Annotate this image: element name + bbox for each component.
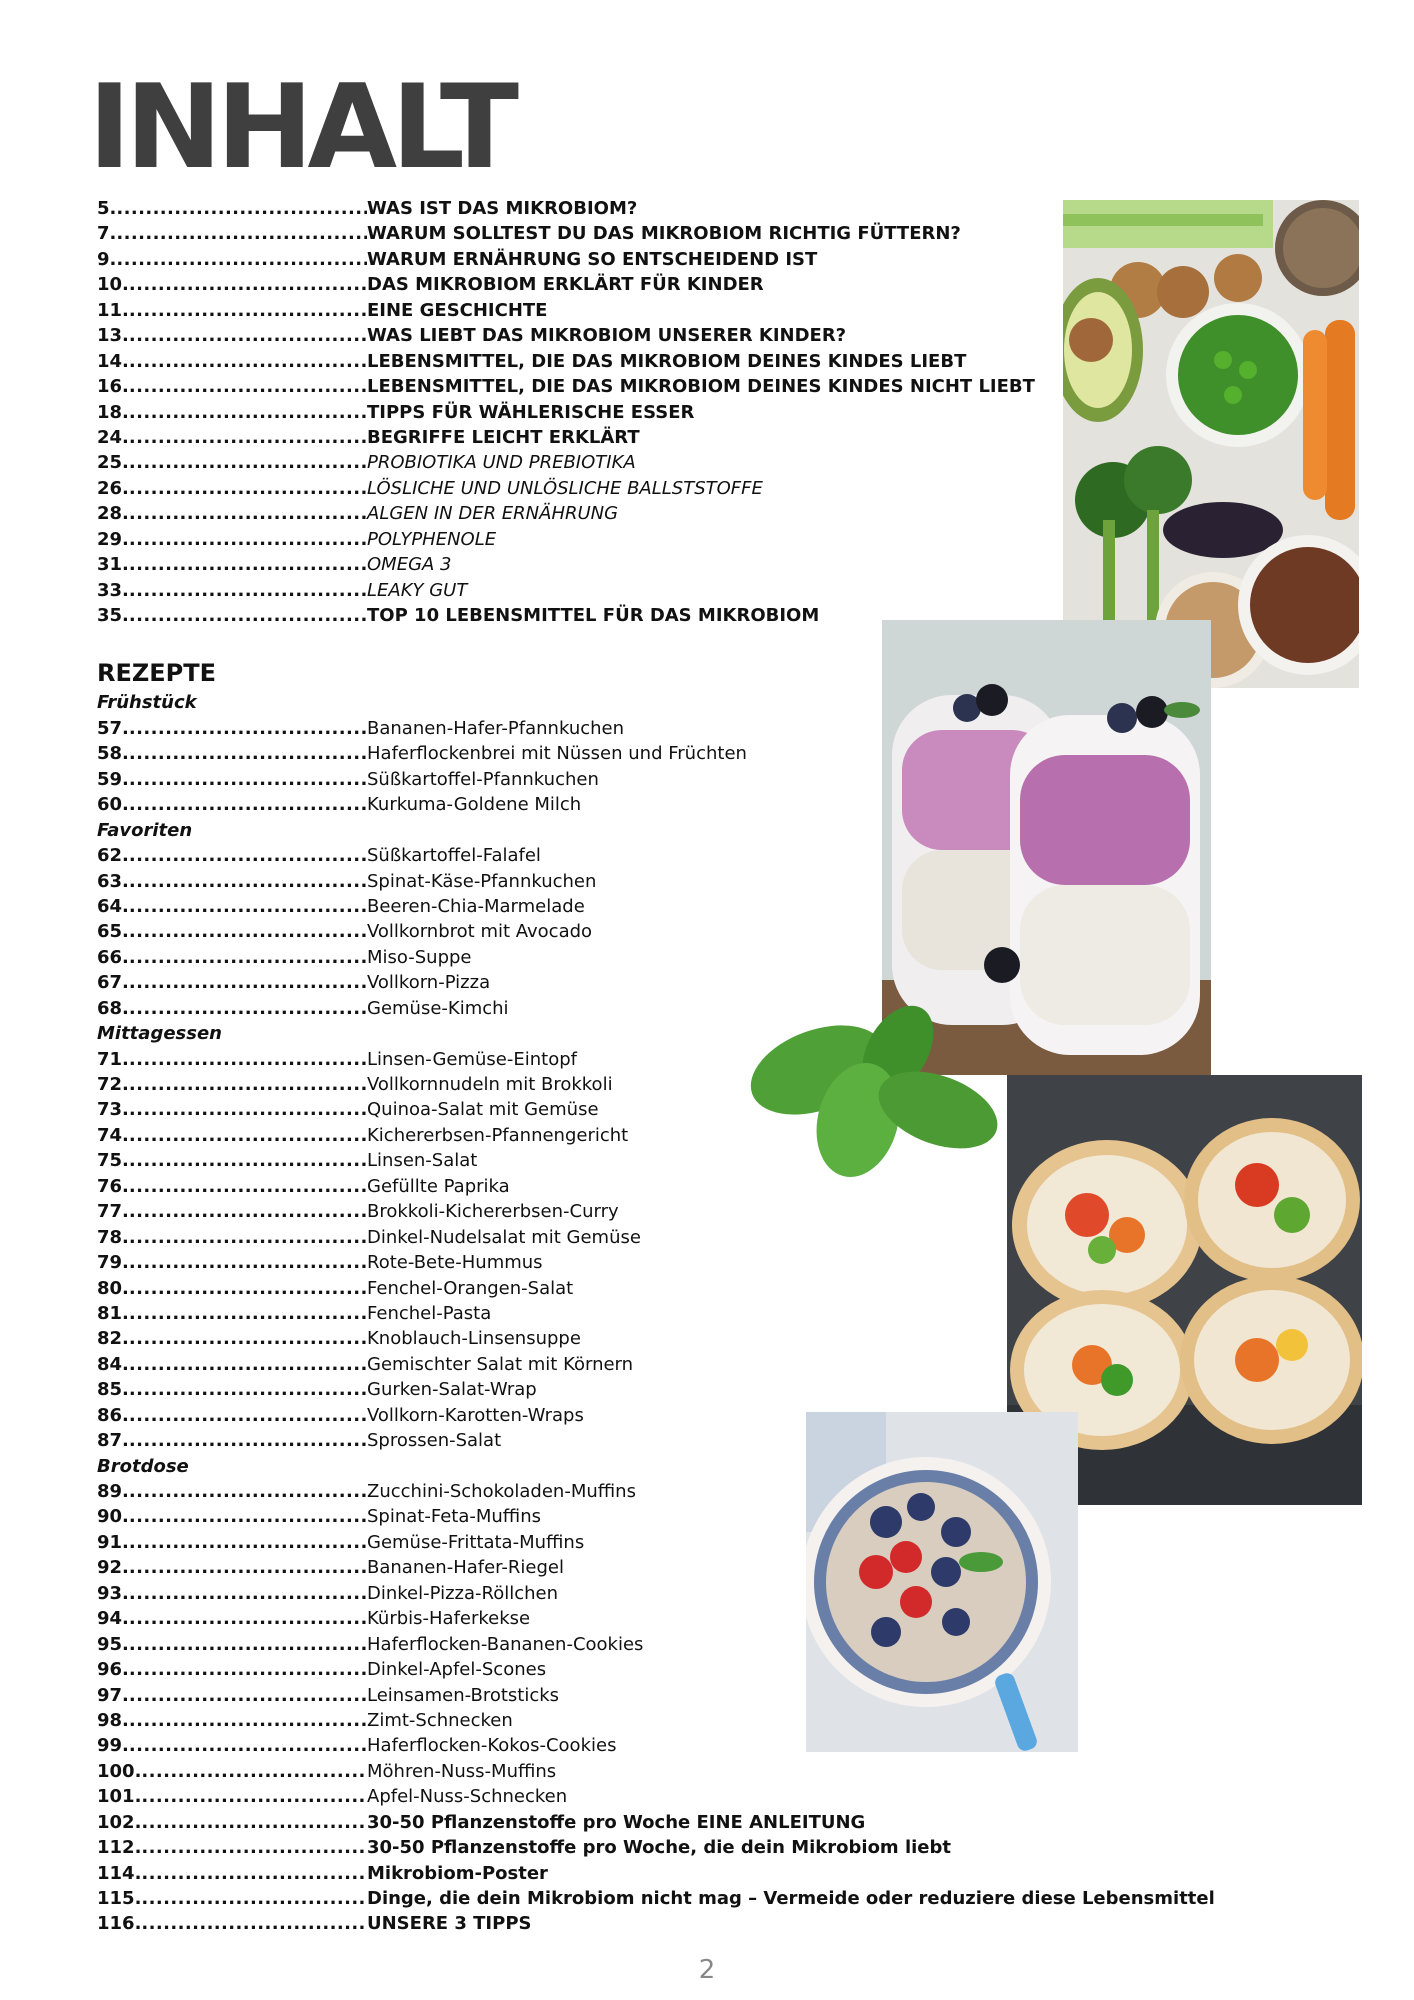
toc-entry-title: Linsen-Salat — [367, 1150, 478, 1172]
toc-entry[interactable] — [97, 1606, 1297, 1631]
toc-page-number: 16. ..... — [97, 374, 367, 399]
toc-page-number: 26. ..... — [97, 476, 367, 501]
toc-page-number: 64. ..... — [97, 894, 367, 919]
basil-leaves-image — [738, 1000, 1006, 1180]
toc-page-number: 102. ..... — [97, 1810, 367, 1835]
toc-entry-title: Fenchel-Orangen-Salat — [367, 1277, 574, 1299]
toc-page-number: 24. ..... — [97, 425, 367, 450]
toc-entry-title: Knoblauch-Linsensuppe — [367, 1328, 581, 1350]
toc-page-number: 67. ..... — [97, 970, 367, 995]
toc-entry[interactable] — [97, 1733, 1297, 1758]
toc-page-number: 79. ..... — [97, 1250, 367, 1275]
toc-page-number: 114. ..... — [97, 1861, 367, 1886]
toc-page-number: 80. ..... — [97, 1276, 367, 1301]
toc-page-number: 100. ..... — [97, 1759, 367, 1784]
toc-page-number: 84. ..... — [97, 1352, 367, 1377]
toc-entry-title: Beeren-Chia-Marmelade — [367, 895, 585, 917]
toc-entry[interactable] — [97, 1683, 1297, 1708]
toc-page-number: 25. ..... — [97, 450, 367, 475]
toc-page-number: 74. ..... — [97, 1123, 367, 1148]
toc-page-number: 59. ..... — [97, 767, 367, 792]
toc-page-number: 90. ..... — [97, 1504, 367, 1529]
oatmeal-berries-photo — [806, 1412, 1078, 1752]
toc-entry[interactable] — [97, 1861, 1297, 1886]
toc-page-number: 82. ..... — [97, 1326, 367, 1351]
recipe-section-heading: Frühstück — [97, 692, 197, 714]
toc-entry-title: Spinat-Feta-Muffins — [367, 1506, 541, 1528]
toc-entry-title: Süßkartoffel-Falafel — [367, 845, 541, 867]
toc-page-number: 33. ..... — [97, 578, 367, 603]
toc-entry[interactable] — [97, 1759, 1297, 1784]
vegetables-photo — [1063, 200, 1359, 688]
toc-entry-title: Bananen-Hafer-Riegel — [367, 1557, 565, 1579]
toc-entry-title: Gemischter Salat mit Körnern — [367, 1353, 634, 1375]
page-number: 2 — [698, 1955, 716, 1985]
toc-page-number: 57. ..... — [97, 716, 367, 741]
toc-entry-title: Kichererbsen-Pfannengericht — [367, 1124, 629, 1146]
toc-page-number: 66. ..... — [97, 945, 367, 970]
toc-page-number: 78. ..... — [97, 1225, 367, 1250]
toc-entry-title: TIPPS FÜR WÄHLERISCHE ESSER — [367, 401, 695, 423]
toc-page-number: 116. ..... — [97, 1911, 367, 1936]
toc-entry[interactable] — [97, 1784, 1297, 1809]
toc-page-number: 5. ..... — [97, 196, 367, 221]
toc-entry-title: LEBENSMITTEL, DIE DAS MIKROBIOM DEINES KINDES LIEBT — [367, 350, 967, 372]
toc-page-number: 77. ..... — [97, 1199, 367, 1224]
toc-page-number: 98. ..... — [97, 1708, 367, 1733]
toc-page-number: 95. ..... — [97, 1632, 367, 1657]
toc-page-number: 62. ..... — [97, 843, 367, 868]
toc-page-number: 81. ..... — [97, 1301, 367, 1326]
toc-page-number: 60. ..... — [97, 792, 367, 817]
toc-entry-title: UNSERE 3 TIPPS — [367, 1913, 532, 1935]
toc-page-number: 97. ..... — [97, 1683, 367, 1708]
toc-page-number: 94. ..... — [97, 1606, 367, 1631]
toc-page-number: 72. ..... — [97, 1072, 367, 1097]
page-title: INHALT — [88, 60, 513, 195]
recipe-section-heading: Brotdose — [97, 1455, 189, 1477]
toc-entry[interactable] — [97, 1632, 1297, 1657]
toc-entry-title: Kürbis-Haferkekse — [367, 1608, 531, 1630]
toc-page-number: 10. ..... — [97, 272, 367, 297]
toc-entry-title: ALGEN IN DER ERNÄHRUNG — [367, 503, 619, 525]
toc-entry-title: Dinkel-Nudelsalat mit Gemüse — [367, 1226, 641, 1248]
toc-page-number: 89. ..... — [97, 1479, 367, 1504]
toc-entry-title: Quinoa-Salat mit Gemüse — [367, 1099, 599, 1121]
toc-entry-title: Leinsamen-Brotsticks — [367, 1684, 560, 1706]
toc-page-number: 73. ..... — [97, 1097, 367, 1122]
toc-page-number: 14. ..... — [97, 349, 367, 374]
toc-page-number: 85. ..... — [97, 1377, 367, 1402]
toc-entry-title: Fenchel-Pasta — [367, 1302, 492, 1324]
toc-entry-title: LÖSLICHE UND UNLÖSLICHE BALLSTSTOFFE — [367, 477, 763, 499]
toc-page-number: 96. ..... — [97, 1657, 367, 1682]
toc-entry-title: Spinat-Käse-Pfannkuchen — [367, 870, 597, 892]
toc-page-number: 112. ..... — [97, 1835, 367, 1860]
toc-entry-title: Gefüllte Paprika — [367, 1175, 510, 1197]
toc-entry-title: Vollkorn-Pizza — [367, 972, 491, 994]
toc-entry-title: Miso-Suppe — [367, 946, 472, 968]
toc-entry[interactable] — [97, 1886, 1297, 1911]
toc-entry[interactable] — [97, 1810, 1297, 1835]
toc-entry[interactable] — [97, 1835, 1297, 1860]
toc-entry-title: Apfel-Nuss-Schnecken — [367, 1786, 568, 1808]
toc-page-number: 71. ..... — [97, 1047, 367, 1072]
toc-entry[interactable] — [97, 1708, 1297, 1733]
toc-page-number: 101. ..... — [97, 1784, 367, 1809]
toc-entry-title: WAS IST DAS MIKROBIOM? — [367, 198, 638, 219]
toc-entry-title: DAS MIKROBIOM ERKLÄRT FÜR KINDER — [367, 274, 764, 296]
toc-page-number: 11. ..... — [97, 298, 367, 323]
toc-entry[interactable] — [97, 1581, 1297, 1606]
toc-entry[interactable] — [97, 1504, 1297, 1529]
toc-page-number: 86. ..... — [97, 1403, 367, 1428]
toc-page-number: 63. ..... — [97, 869, 367, 894]
toc-entry-title: WARUM ERNÄHRUNG SO ENTSCHEIDEND IST — [367, 248, 818, 270]
toc-page-number: 65. ..... — [97, 919, 367, 944]
toc-entry-title: WARUM SOLLTEST DU DAS MIKROBIOM RICHTIG FÜTTERN? — [367, 223, 961, 245]
toc-entry-title: Haferflockenbrei mit Nüssen und Früchten — [367, 743, 747, 765]
toc-page-number: 76. ..... — [97, 1174, 367, 1199]
toc-page-number: 58. ..... — [97, 741, 367, 766]
toc-entry-title: Gemüse-Frittata-Muffins — [367, 1531, 585, 1553]
toc-entry-title: EINE GESCHICHTE — [367, 299, 548, 321]
toc-entry-title: WAS LIEBT DAS MIKROBIOM UNSERER KINDER? — [367, 325, 847, 347]
toc-entry-title: Haferflocken-Kokos-Cookies — [367, 1735, 617, 1757]
toc-entry-title: Süßkartoffel-Pfannkuchen — [367, 768, 599, 790]
toc-entry-title: Sprossen-Salat — [367, 1430, 502, 1452]
toc-entry-title: POLYPHENOLE — [367, 528, 497, 550]
toc-page-number: 31. ..... — [97, 552, 367, 577]
toc-page-number: 18. ..... — [97, 400, 367, 425]
toc-page-number: 28. ..... — [97, 501, 367, 526]
toc-entry-title: Gurken-Salat-Wrap — [367, 1379, 537, 1401]
toc-entry-title: TOP 10 LEBENSMITTEL FÜR DAS MIKROBIOM — [367, 605, 820, 626]
toc-entry-title: Brokkoli-Kichererbsen-Curry — [367, 1201, 619, 1223]
toc-page-number: 9. ..... — [97, 247, 367, 272]
toc-page-number: 93. ..... — [97, 1581, 367, 1606]
toc-entry-title: Bananen-Hafer-Pfannkuchen — [367, 717, 625, 739]
toc-entry-title: Dinkel-Apfel-Scones — [367, 1659, 547, 1681]
toc-page-number: 29. ..... — [97, 527, 367, 552]
toc-entry-title: Haferflocken-Bananen-Cookies — [367, 1633, 644, 1655]
toc-page-number: 75. ..... — [97, 1148, 367, 1173]
toc-entry-title: LEAKY GUT — [367, 579, 468, 601]
toc-entry-title: Zucchini-Schokoladen-Muffins — [367, 1481, 636, 1502]
toc-page-number: 7. ..... — [97, 221, 367, 246]
recipes-heading: REZEPTE — [97, 659, 217, 688]
toc-entry-title: Dinkel-Pizza-Röllchen — [367, 1582, 559, 1604]
toc-entry-title: Vollkornbrot mit Avocado — [367, 921, 593, 943]
recipe-section-heading: Favoriten — [97, 819, 193, 841]
toc-entry[interactable] — [97, 1911, 1297, 1936]
toc-page-number: 35. ..... — [97, 603, 367, 628]
toc-entry[interactable] — [97, 1555, 1297, 1580]
toc-entry[interactable] — [97, 1530, 1297, 1555]
toc-entry-title: 30-50 Pflanzenstoffe pro Woche EINE ANLEITUNG — [367, 1811, 866, 1833]
toc-entry-title: Vollkorn-Karotten-Wraps — [367, 1404, 584, 1426]
toc-entry-title: Gemüse-Kimchi — [367, 997, 509, 1019]
toc-page-number: 91. ..... — [97, 1530, 367, 1555]
toc-page-number: 87. ..... — [97, 1428, 367, 1453]
toc-entry-title: PROBIOTIKA UND PREBIOTIKA — [367, 452, 636, 474]
toc-entry-title: Kurkuma-Goldene Milch — [367, 794, 582, 816]
toc-entry-title: Rote-Bete-Hummus — [367, 1252, 543, 1274]
toc-entry-title: 30-50 Pflanzenstoffe pro Woche, die dein Mikrobiom liebt — [367, 1837, 951, 1859]
toc-entry[interactable] — [97, 1657, 1297, 1682]
toc-entry-title: Linsen-Gemüse-Eintopf — [367, 1048, 577, 1070]
toc-entry-title: BEGRIFFE LEICHT ERKLÄRT — [367, 426, 640, 448]
toc-entry-title: LEBENSMITTEL, DIE DAS MIKROBIOM DEINES KINDES NICHT LIEBT — [367, 376, 1035, 398]
toc-page-number: 68. ..... — [97, 996, 367, 1021]
toc-entry-title: Zimt-Schnecken — [367, 1709, 513, 1731]
toc-entry-title: Möhren-Nuss-Muffins — [367, 1760, 557, 1782]
toc-page-number: 92. ..... — [97, 1555, 367, 1580]
toc-entry-title: Dinge, die dein Mikrobiom nicht mag – Vermeide oder reduziere diese Lebensmittel — [367, 1888, 1215, 1909]
recipe-section-heading: Mittagessen — [97, 1023, 222, 1045]
toc-entry-title: OMEGA 3 — [367, 554, 452, 576]
toc-page-number: 13. ..... — [97, 323, 367, 348]
toc-entry-title: Vollkornnudeln mit Brokkoli — [367, 1074, 613, 1095]
toc-page-number: 99. ..... — [97, 1733, 367, 1758]
toc-entry-title: Mikrobiom-Poster — [367, 1862, 548, 1884]
toc-page-number: 115. ..... — [97, 1886, 367, 1911]
